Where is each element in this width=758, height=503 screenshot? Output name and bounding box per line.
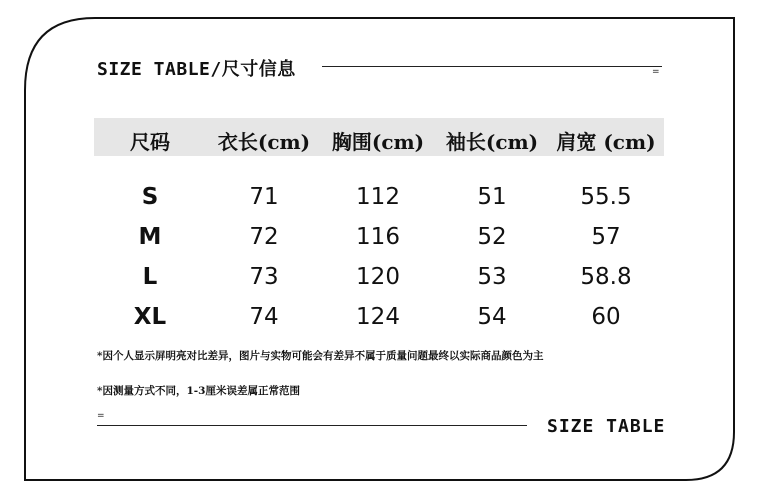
note-display-difference: *因个人显示屏明亮对比差异，图片与实物可能会有差异不属于质量问题最终以实际商品颜色为主 [97,350,544,362]
size-cell: S [141,184,159,210]
footer-rule [97,425,527,426]
top-right-mark: = [652,67,660,77]
chest-cell: 112 [356,184,400,210]
sleeve-cell: 54 [477,304,507,330]
length-cell: 71 [249,184,279,210]
size-cell: M [138,224,162,250]
page-title: SIZE TABLE/尺寸信息 [97,59,296,80]
shoulder-cell: 55.5 [580,184,632,210]
footer-label: SIZE TABLE [547,416,666,437]
size-cell: L [142,264,158,290]
shoulder-cell: 60 [591,304,621,330]
note-measurement-tolerance: *因测量方式不同，1-3厘米误差属正常范围 [97,385,300,397]
header-sleeve: 袖长(cm) [445,130,539,154]
header-length: 衣长(cm) [217,130,311,154]
chest-cell: 120 [356,264,400,290]
length-cell: 72 [249,224,279,250]
chest-cell: 116 [356,224,400,250]
size-cell: XL [133,304,167,330]
sleeve-cell: 52 [477,224,507,250]
title-rule [322,66,662,67]
sleeve-cell: 53 [477,264,507,290]
sleeve-cell: 51 [477,184,507,210]
length-cell: 74 [249,304,279,330]
shoulder-cell: 57 [591,224,621,250]
header-size: 尺码 [130,130,170,154]
chest-cell: 124 [356,304,400,330]
header-chest: 胸围(cm) [331,130,425,154]
bottom-left-mark: = [97,411,105,421]
shoulder-cell: 58.8 [580,264,632,290]
header-shoulder: 肩宽 (cm) [556,130,656,154]
length-cell: 73 [249,264,279,290]
